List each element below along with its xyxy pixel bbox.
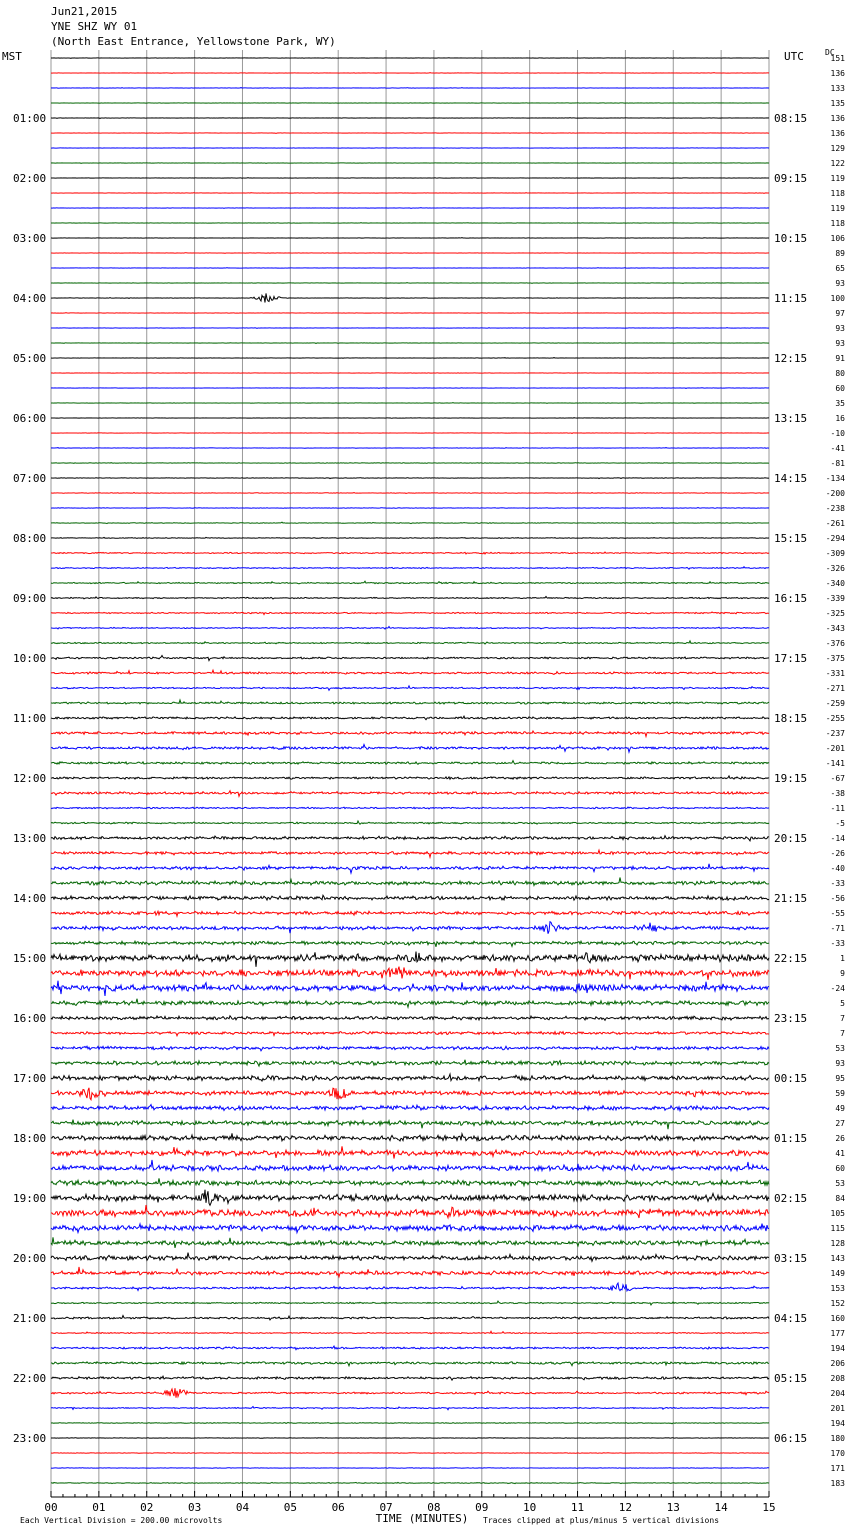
dc-offset-label: -24 [830,984,845,993]
trace-line [51,1060,769,1066]
dc-offset-label: -71 [830,924,845,933]
trace-line [51,776,769,779]
dc-offset-label: 119 [830,174,845,183]
trace-line [51,1316,769,1320]
trace-line [51,911,769,916]
dc-offset-label: 171 [830,1464,845,1473]
trace-line [51,686,769,690]
dc-offset-label: 115 [830,1224,845,1233]
left-hour-label: 04:00 [13,292,47,305]
trace-line [51,1346,769,1350]
x-tick-label: 07 [379,1501,393,1514]
dc-offset-label: 153 [830,1284,845,1293]
trace-line [51,537,769,538]
right-hour-label: 09:15 [774,172,808,185]
dc-offset-label: 80 [835,369,845,378]
left-hour-label: 13:00 [13,832,47,845]
x-tick-label: 15 [762,1501,776,1514]
dc-offset-label: -33 [830,939,845,948]
dc-offset-label: 194 [830,1419,845,1428]
right-hour-label: 05:15 [774,1372,808,1385]
dc-offset-header: DC [825,48,835,57]
trace-line [51,700,769,704]
dc-offset-label: -26 [830,849,845,858]
x-tick-label: 03 [187,1501,202,1514]
trace-line [51,1224,769,1233]
dc-offset-label: 128 [830,1239,845,1248]
dc-offset-label: -14 [830,834,845,843]
trace-line [51,1205,769,1218]
left-hour-label: 16:00 [13,1012,47,1025]
right-hour-label: 17:15 [774,652,808,665]
left-hour-label: 07:00 [13,472,47,485]
dc-offset-label: -339 [825,594,845,603]
trace-line [51,1016,769,1021]
left-hour-label: 02:00 [13,172,47,185]
trace-line [51,567,769,570]
left-hour-label: 20:00 [13,1252,47,1265]
trace-line [51,1046,769,1051]
trace-line [51,1438,769,1439]
dc-offset-labels [826,54,845,1488]
trace-line [51,178,769,179]
left-hour-label: 17:00 [13,1072,47,1085]
trace-line [51,999,769,1008]
trace-line [51,118,769,119]
dc-offset-label: 118 [830,189,845,198]
dc-offset-label: -67 [830,774,845,783]
dc-offset-label: 143 [830,1254,845,1263]
right-timezone-label: UTC [784,50,804,63]
trace-line [51,148,769,149]
dc-offset-label: -41 [830,444,845,453]
trace-line [51,1146,769,1158]
dc-offset-label: -271 [825,684,845,693]
right-hour-label: 19:15 [774,772,808,785]
left-timezone-label: MST [2,50,22,63]
left-hour-labels [13,112,46,1445]
right-hour-label: 06:15 [774,1432,808,1445]
x-tick-label: 06 [331,1501,345,1514]
trace-line [51,716,769,720]
right-hour-label: 11:15 [774,292,808,305]
left-hour-label: 21:00 [13,1312,47,1325]
dc-offset-label: 89 [835,249,845,258]
trace-line [51,731,769,737]
right-hour-label: 00:15 [774,1072,808,1085]
x-tick-label: 08 [427,1501,441,1514]
left-hour-label: 23:00 [13,1432,47,1445]
station-code: YNE SHZ WY 01 [51,20,138,33]
trace-line [51,1331,769,1333]
trace-line [51,967,769,980]
x-axis [44,1491,775,1514]
dc-offset-label: 206 [830,1359,845,1368]
dc-offset-label: 152 [830,1299,845,1308]
dc-offset-label: 180 [830,1434,845,1443]
dc-offset-label: 97 [835,309,845,318]
trace-line [51,656,769,661]
right-hour-label: 21:15 [774,892,808,905]
trace-line [51,1407,769,1410]
dc-offset-label: 160 [830,1314,845,1323]
dc-offset-label: 27 [835,1119,845,1128]
dc-offset-label: -261 [825,519,845,528]
time-gridlines [51,50,769,1493]
left-hour-label: 03:00 [13,232,47,245]
dc-offset-label: 204 [830,1389,845,1398]
trace-line [51,627,769,630]
x-tick-label: 01 [92,1501,106,1514]
clipping-note: Traces clipped at plus/minus 5 vertical divisions [483,1516,720,1525]
dc-offset-label: 136 [830,129,845,138]
dc-offset-label: 26 [835,1134,845,1143]
trace-line [51,478,769,479]
dc-offset-label: -200 [825,489,845,498]
trace-line [51,343,769,344]
dc-offset-label: 9 [840,969,845,978]
x-tick-label: 02 [140,1501,154,1514]
right-hour-label: 01:15 [774,1132,808,1145]
right-hour-label: 08:15 [774,112,808,125]
dc-offset-label: -56 [830,894,845,903]
dc-offset-label: 59 [835,1089,845,1098]
trace-line [51,58,769,59]
trace-line [51,1032,769,1036]
left-hour-label: 01:00 [13,112,47,125]
trace-line [51,328,769,329]
trace-line [51,448,769,449]
trace-line [51,981,769,996]
left-hour-label: 09:00 [13,592,47,605]
dc-offset-label: 170 [830,1449,845,1458]
trace-line [51,864,769,873]
trace-line [51,293,769,302]
right-hour-label: 10:15 [774,232,808,245]
dc-offset-label: 129 [830,144,845,153]
dc-offset-label: 84 [835,1194,845,1203]
x-tick-label: 10 [523,1501,537,1514]
right-hour-label: 16:15 [774,592,808,605]
trace-line [51,1088,769,1100]
right-hour-label: 03:15 [774,1252,808,1265]
dc-offset-label: 93 [835,339,845,348]
trace-line [51,507,769,508]
trace-line [51,1468,769,1469]
right-hour-label: 20:15 [774,832,808,845]
dc-offset-label: -325 [825,609,845,618]
trace-line [51,836,769,841]
left-hour-label: 06:00 [13,412,47,425]
trace-line [51,761,769,765]
trace-line [51,581,769,584]
dc-offset-label: 177 [830,1329,845,1338]
dc-offset-label: -134 [825,474,845,483]
trace-line [51,238,769,239]
trace-line [51,253,769,254]
dc-offset-label: 136 [830,69,845,78]
dc-offset-label: 35 [835,399,845,408]
dc-offset-label: -238 [825,504,845,513]
right-hour-label: 12:15 [774,352,808,365]
dc-offset-label: 49 [835,1104,845,1113]
trace-line [51,1482,769,1483]
station-location: (North East Entrance, Yellowstone Park, WY) [51,35,336,48]
trace-line [51,1388,769,1398]
trace-line [51,597,769,600]
trace-line [51,941,769,947]
dc-offset-label: 100 [830,294,845,303]
dc-offset-label: -259 [825,699,845,708]
dc-offset-label: -255 [825,714,845,723]
x-tick-label: 00 [44,1501,58,1514]
trace-line [51,1074,769,1081]
x-tick-label: 05 [283,1501,297,1514]
trace-line [51,878,769,886]
x-tick-label: 14 [714,1501,728,1514]
dc-offset-label: -33 [830,879,845,888]
dc-offset-label: -38 [830,789,845,798]
trace-line [51,821,769,824]
dc-offset-label: 5 [840,999,845,1008]
left-hour-label: 11:00 [13,712,47,725]
trace-line [51,1133,769,1141]
trace-line [51,1301,769,1305]
left-hour-label: 12:00 [13,772,47,785]
dc-offset-label: 7 [840,1029,845,1038]
trace-line [51,1178,769,1186]
dc-offset-label: 53 [835,1044,845,1053]
trace-line [51,463,769,464]
trace-line [51,1422,769,1423]
trace-line [51,1160,769,1171]
trace-line [51,418,769,419]
vertical-division-note: Each Vertical Division = 200.00 microvolts [20,1516,223,1525]
trace-line [51,850,769,857]
left-hour-label: 15:00 [13,952,47,965]
dc-offset-label: -326 [825,564,845,573]
trace-line [51,895,769,900]
right-hour-label: 02:15 [774,1192,808,1205]
right-hour-labels [774,112,807,1445]
dc-offset-label: -55 [830,909,845,918]
dc-offset-label: -10 [830,429,845,438]
right-hour-label: 23:15 [774,1012,808,1025]
x-tick-label: 04 [235,1501,250,1514]
dc-offset-label: 208 [830,1374,845,1383]
trace-line [51,193,769,194]
seismic-traces [51,58,769,1484]
trace-line [51,552,769,554]
dc-offset-label: -81 [830,459,845,468]
dc-offset-label: 183 [830,1479,845,1488]
dc-offset-label: 65 [835,264,845,273]
dc-offset-label: -375 [825,654,845,663]
trace-line [51,133,769,134]
trace-line [51,807,769,809]
dc-offset-label: 106 [830,234,845,243]
dc-offset-label: 93 [835,324,845,333]
x-axis-title: TIME (MINUTES) [375,1512,469,1525]
dc-offset-label: 151 [830,54,845,63]
trace-line [51,1237,769,1248]
trace-line [51,952,769,967]
dc-offset-label: 53 [835,1179,845,1188]
dc-offset-label: 149 [830,1269,845,1278]
right-hour-label: 22:15 [774,952,808,965]
trace-line [51,358,769,359]
trace-line [51,1283,769,1291]
dc-offset-label: -294 [825,534,845,543]
left-hour-label: 14:00 [13,892,47,905]
trace-line [51,1376,769,1380]
left-hour-label: 10:00 [13,652,47,665]
dc-offset-label: 194 [830,1344,845,1353]
dc-offset-label: 119 [830,204,845,213]
trace-line [51,1453,769,1454]
dc-offset-label: 60 [835,384,845,393]
trace-line [51,208,769,209]
dc-offset-label: 7 [840,1014,845,1023]
dc-offset-label: 16 [835,414,845,423]
right-hour-label: 04:15 [774,1312,808,1325]
dc-offset-label: -5 [835,819,845,828]
trace-line [51,745,769,753]
dc-offset-label: -201 [825,744,845,753]
right-hour-label: 18:15 [774,712,808,725]
dc-offset-label: 136 [830,114,845,123]
right-hour-label: 13:15 [774,412,808,425]
x-tick-label: 11 [570,1501,585,1514]
trace-line [51,73,769,74]
dc-offset-label: 41 [835,1149,845,1158]
trace-line [51,1253,769,1262]
trace-line [51,283,769,284]
trace-line [51,1362,769,1366]
record-date: Jun21,2015 [51,5,118,18]
dc-offset-label: -340 [825,579,845,588]
right-hour-label: 15:15 [774,532,808,545]
x-tick-label: 12 [618,1501,633,1514]
dc-offset-label: -40 [830,864,845,873]
trace-line [51,641,769,644]
trace-line [51,403,769,404]
dc-offset-label: -343 [825,624,845,633]
left-hour-label: 18:00 [13,1132,47,1145]
trace-line [51,1120,769,1130]
trace-line [51,1105,769,1111]
left-hour-label: 08:00 [13,532,47,545]
dc-offset-label: 118 [830,219,845,228]
dc-offset-label: 201 [830,1404,845,1413]
left-hour-label: 19:00 [13,1192,47,1205]
x-tick-label: 09 [475,1501,489,1514]
dc-offset-label: -376 [825,639,845,648]
trace-line [51,1267,769,1277]
trace-line [51,493,769,494]
trace-line [51,433,769,434]
dc-offset-label: 60 [835,1164,845,1173]
trace-line [51,522,769,524]
trace-line [51,88,769,89]
dc-offset-label: 122 [830,159,845,168]
dc-offset-label: 91 [835,354,845,363]
left-hour-label: 05:00 [13,352,47,365]
trace-line [51,612,769,615]
trace-line [51,922,769,934]
dc-offset-label: 133 [830,84,845,93]
trace-line [51,791,769,797]
right-hour-label: 14:15 [774,472,808,485]
dc-offset-label: -331 [825,669,845,678]
dc-offset-label: 105 [830,1209,845,1218]
dc-offset-label: -11 [830,804,845,813]
dc-offset-label: 93 [835,279,845,288]
trace-line [51,670,769,674]
dc-offset-label: 1 [840,954,845,963]
dc-offset-label: 135 [830,99,845,108]
dc-offset-label: -237 [825,729,845,738]
dc-offset-label: 93 [835,1059,845,1068]
trace-line [51,388,769,389]
dc-offset-label: -309 [825,549,845,558]
x-tick-label: 13 [666,1501,680,1514]
trace-line [51,1190,769,1206]
dc-offset-label: 95 [835,1074,845,1083]
left-hour-label: 22:00 [13,1372,47,1385]
dc-offset-label: -141 [825,759,845,768]
